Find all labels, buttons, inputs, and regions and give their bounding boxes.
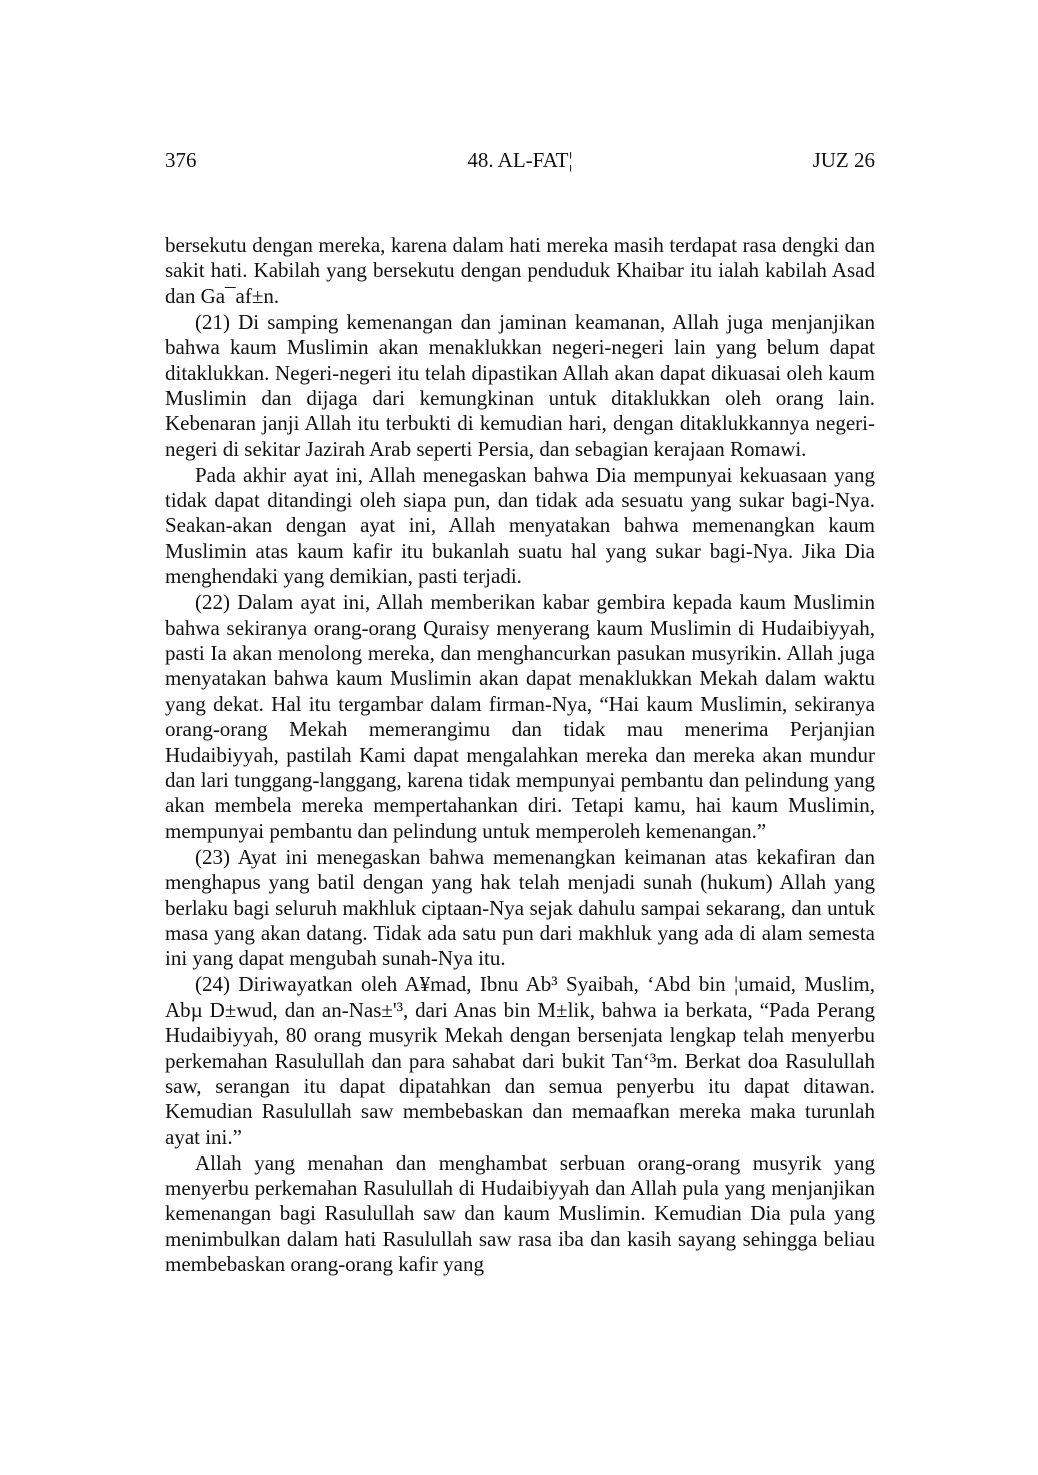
paragraph-verse-24: (24) Diriwayatkan oleh A¥mad, Ibnu Ab³ Syaibah, ‘Abd bin ¦umaid, Muslim, Abµ D±wud, dan an-Nas±'³, dari Anas bin M±lik, bahwa ia berkata, “Pada Perang Hudaibiyyah, 80 orang musyrik Mekah dengan bersenjata lengkap telah menyerbu perkemahan Rasulullah dan para sahabat dari bukit Tan‘³m. Berkat doa Rasulullah saw, serangan itu dapat dipatahkan dan semua penyerbu itu dapat ditawan. Kemudian Rasulullah saw membebaskan dan memaafkan mereka maka turunlah ayat ini.” <box>165 972 875 1149</box>
body-text <box>165 233 875 1278</box>
paragraph-verse-21: (21) Di samping kemenangan dan jaminan keamanan, Allah juga menjanjikan bahwa kaum Muslimin akan menaklukkan negeri-negeri lain yang belum dapat ditaklukkan. Negeri-negeri itu telah dipastikan Allah akan dapat dikuasai oleh kaum Muslimin dan dijaga dari kemungkinan untuk ditaklukkan oleh orang lain. Kebenaran janji Allah itu terbukti di kemudian hari, dengan ditaklukkannya negeri-negeri di sekitar Jazirah Arab seperti Persia, dan sebagian kerajaan Romawi. <box>165 309 875 461</box>
paragraph-verse-24-commentary: Allah yang menahan dan menghambat serbuan orang-orang musyrik yang menyerbu perkemahan Rasulullah di Hudaibiyyah dan Allah pula yang menjanjikan kemenangan bagi Rasulullah saw dan kaum Muslimin. Kemudian Dia pula yang menimbulkan dalam hati Rasulullah saw rasa iba dan kasih sayang sehingga beliau membebaskan orang-orang kafir yang <box>165 1150 875 1277</box>
paragraph-continuation: bersekutu dengan mereka, karena dalam hati mereka masih terdapat rasa dengki dan sakit hati. Kabilah yang bersekutu dengan penduduk Khaibar itu ialah kabilah Asad dan Ga¯af±n. <box>165 233 875 308</box>
paragraph-verse-23: (23) Ayat ini menegaskan bahwa memenangkan keimanan atas kekafiran dan menghapus yang batil dengan yang hak telah menjadi sunah (hukum) Allah yang berlaku bagi seluruh makhluk ciptaan-Nya sejak dahulu sampai sekarang, dan untuk masa yang akan datang. Tidak ada satu pun dari makhluk yang ada di alam semesta ini yang dapat mengubah sunah-Nya itu. <box>165 844 875 971</box>
page-number: 376 <box>165 148 197 172</box>
paragraph-verse-22: (22) Dalam ayat ini, Allah memberikan kabar gembira kepada kaum Muslimin bahwa sekiranya orang-orang Quraisy menyerang kaum Muslimin di Hudaibiyyah, pasti Ia akan menolong mereka, dan menghancurkan pasukan musyrikin. Allah juga menyatakan bahwa kaum Muslimin akan dapat menaklukkan Mekah dalam waktu yang dekat. Hal itu tergambar dalam firman-Nya, “Hai kaum Muslimin, sekiranya orang-orang Mekah memerangimu dan tidak mau menerima Perjanjian Hudaibiyyah, pastilah Kami dapat mengalahkan mereka dan mereka akan mundur dan lari tunggang-langgang, karena tidak mempunyai pembantu dan pelindung yang akan membela mereka mempertahankan diri. Tetapi kamu, hai kaum Muslimin, mempunyai pembantu dan pelindung untuk memperoleh kemenangan.” <box>165 590 875 843</box>
juz-label: JUZ 26 <box>812 148 875 172</box>
page-header <box>165 145 875 175</box>
paragraph-verse-21-commentary: Pada akhir ayat ini, Allah menegaskan bahwa Dia mempunyai kekuasaan yang tidak dapat ditandingi oleh siapa pun, dan tidak ada sesuatu yang sukar bagi-Nya. Seakan-akan dengan ayat ini, Allah menyatakan bahwa memenangkan kaum Muslimin atas kaum kafir itu bukanlah suatu hal yang sukar bagi-Nya. Jika Dia menghendaki yang demikian, pasti terjadi. <box>165 462 875 589</box>
surah-title: 48. AL-FAT¦ <box>467 148 573 172</box>
